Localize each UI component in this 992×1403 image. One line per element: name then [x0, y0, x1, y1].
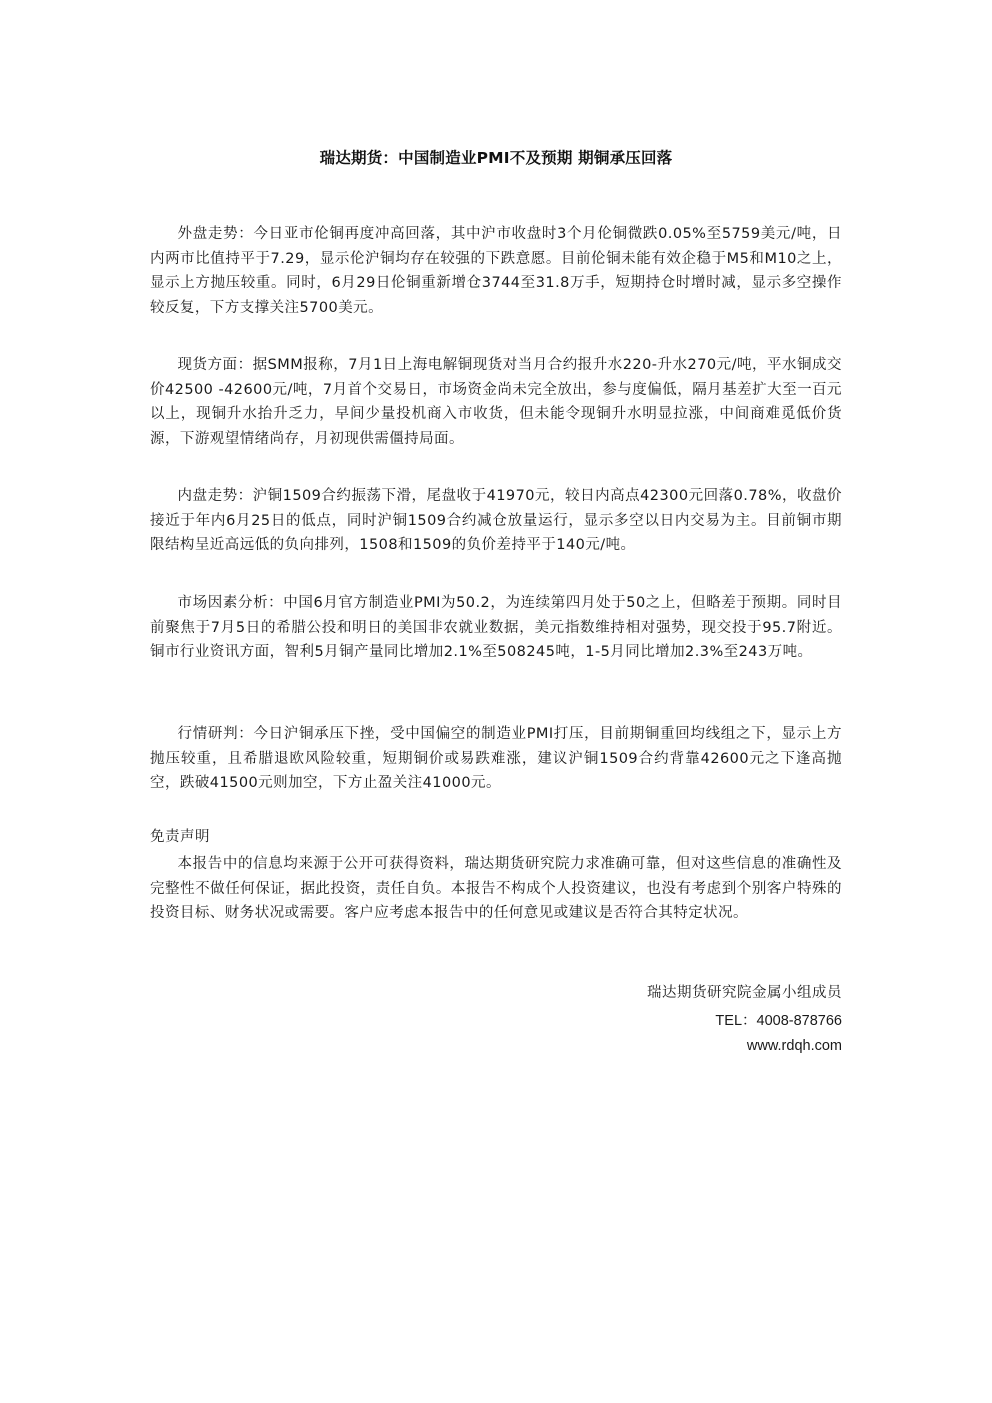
paragraph-spot-market: 现货方面：据SMM报称，7月1日上海电解铜现货对当月合约报升水220-升水270元/吨，平水铜成交价42500 -42600元/吨，7月首个交易日，市场资金尚未完全放出，参与度偏低，隔月基差扩大至一百元以上，现铜升水抬升乏力，早间少量投机商入市收货，但未能令现铜升水明显拉涨，中间商难觅低价货源，下游观望情绪尚存，月初现供需僵持局面。: [150, 357, 842, 447]
disclaimer-body: 本报告中的信息均来源于公开可获得资料，瑞达期货研究院力求准确可靠，但对这些信息的准确性及完整性不做任何保证，据此投资，责任自负。本报告不构成个人投资建议，也没有考虑到个别客户特殊的投资目标、财务状况或需要。客户应考虑本报告中的任何意见或建议是否符合其特定状况。: [150, 856, 842, 921]
signature-website[interactable]: www.rdqh.com: [746, 1038, 842, 1054]
paragraph-domestic-market: 内盘走势：沪铜1509合约振荡下滑，尾盘收于41970元，较日内高点42300元回落0.78%，收盘价接近于年内6月25日的低点，同时沪铜1509合约减仓放量运行，显示多空以日内交易为主。目前铜市期限结构呈近高远低的负向排列，1508和1509的负价差持平于140元/吨。: [150, 488, 842, 553]
signature-tel: TEL：4008-878766: [715, 1013, 842, 1029]
disclaimer-heading: 免责声明: [150, 829, 210, 845]
paragraph-market-factors: 市场因素分析：中国6月官方制造业PMI为50.2，为连续第四月处于50之上，但略差于预期。同时目前聚焦于7月5日的希腊公投和明日的美国非农就业数据，美元指数维持相对强势，现交投于95.7附近。铜市行业资讯方面，智利5月铜产量同比增加2.1%至508245吨，1-5月同比增加2.3%至243万吨。: [150, 595, 842, 660]
signature-org: 瑞达期货研究院金属小组成员: [647, 985, 842, 1001]
document-title: 瑞达期货：中国制造业PMI不及预期 期铜承压回落: [319, 149, 673, 167]
paragraph-outlook: 行情研判：今日沪铜承压下挫，受中国偏空的制造业PMI打压，目前期铜重回均线组之下，显示上方抛压较重，且希腊退欧风险较重，短期铜价或易跌难涨，建议沪铜1509合约背靠42600元之下逢高抛空，跌破41500元则加空，下方止盈关注41000元。: [150, 726, 842, 791]
paragraph-overseas-market: 外盘走势：今日亚市伦铜再度冲高回落，其中沪市收盘时3个月伦铜微跌0.05%至5759美元/吨，日内两市比值持平于7.29，显示伦沪铜均存在较强的下跌意愿。目前伦铜未能有效企稳于M5和M10之上，显示上方抛压较重。同时，6月29日伦铜重新增仓3744至31.8万手，短期持仓时增时减，显示多空操作较反复，下方支撑关注5700美元。: [150, 226, 842, 316]
